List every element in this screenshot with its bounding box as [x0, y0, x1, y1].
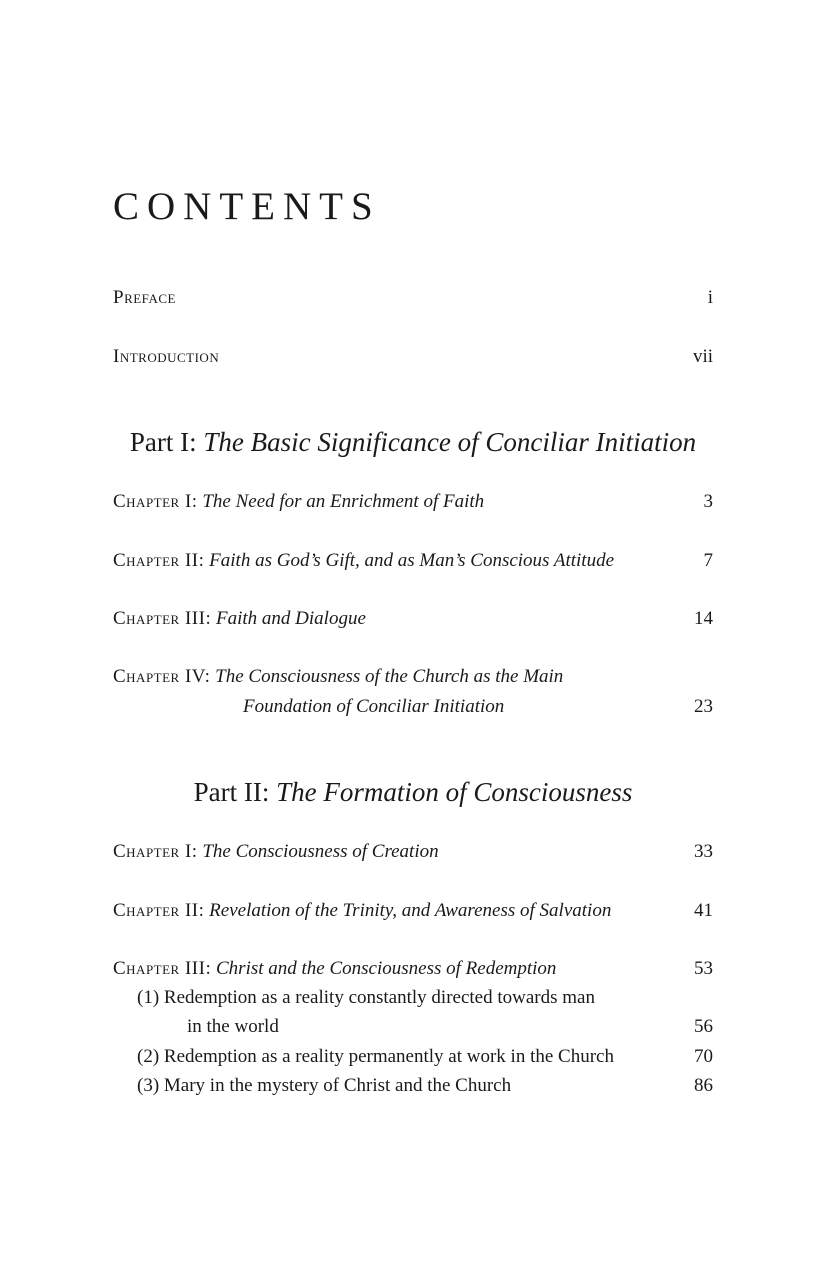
page-number: vii [692, 346, 713, 367]
page-number: 3 [703, 491, 713, 512]
page-number: 41 [694, 900, 713, 921]
chapter-label: Chapter II: [113, 550, 205, 571]
chapter-title: Faith and Dialogue [216, 608, 366, 629]
chapter-label: Chapter III: [113, 958, 212, 979]
page-title: CONTENTS [113, 185, 381, 228]
toc-entry-part2-chapter2[interactable] [113, 896, 713, 926]
page-number: 53 [694, 958, 713, 979]
chapter-title: Revelation of the Trinity, and Awareness of Salvation [209, 900, 612, 921]
section-text: (2) Redemption as a reality permanently at work in the Church [137, 1046, 614, 1067]
chapter-title: The Consciousness of the Church as the Main [215, 666, 564, 687]
entry-label: Introduction [113, 346, 220, 367]
toc-entry-preface[interactable] [113, 283, 713, 313]
part-heading-2 [113, 774, 713, 810]
section-text: (3) Mary in the mystery of Christ and the Church [137, 1075, 512, 1096]
section-text-continuation: in the world [187, 1016, 279, 1037]
toc-entry-part2-chapter1[interactable] [113, 837, 713, 867]
page-number: 56 [694, 1016, 713, 1037]
toc-entry-part1-chapter1[interactable] [113, 487, 713, 517]
part-heading-1 [113, 424, 713, 460]
part-label: Part II: [193, 777, 270, 807]
page-number: 33 [694, 841, 713, 862]
part-title: The Basic Significance of Conciliar Initiation [203, 427, 697, 457]
toc-section-1-cont[interactable] [113, 1012, 713, 1042]
toc-entry-part2-chapter3[interactable] [113, 954, 713, 984]
page-number: 14 [694, 608, 713, 629]
entry-label: Preface [113, 287, 176, 308]
toc-entry-part1-chapter4-cont[interactable] [113, 692, 713, 722]
page-number: i [707, 287, 713, 308]
chapter-label: Chapter II: [113, 900, 205, 921]
chapter-title-continuation: Foundation of Conciliar Initiation [243, 696, 505, 717]
chapter-label: Chapter IV: [113, 666, 211, 687]
part-label: Part I: [129, 427, 197, 457]
chapter-title: Christ and the Consciousness of Redemption [216, 958, 557, 979]
chapter-label: Chapter I: [113, 491, 198, 512]
toc-entry-part1-chapter3[interactable] [113, 604, 713, 634]
chapter-label: Chapter III: [113, 608, 212, 629]
page-number: 23 [694, 696, 713, 717]
toc-section-2[interactable] [113, 1042, 713, 1072]
toc-section-3[interactable] [113, 1071, 713, 1101]
page-number: 70 [694, 1046, 713, 1067]
page-number: 86 [694, 1075, 713, 1096]
toc-entry-introduction[interactable] [113, 342, 713, 372]
toc-section-1[interactable] [113, 983, 713, 1013]
chapter-title: Faith as God’s Gift, and as Man’s Conscious Attitude [209, 550, 615, 571]
toc-entry-part1-chapter4[interactable] [113, 662, 713, 692]
page-number: 7 [703, 550, 713, 571]
toc-entry-part1-chapter2[interactable] [113, 546, 713, 576]
part-title: The Formation of Consciousness [276, 777, 633, 807]
contents-page [113, 0, 713, 1275]
chapter-label: Chapter I: [113, 841, 198, 862]
chapter-title: The Need for an Enrichment of Faith [202, 491, 485, 512]
section-text: (1) Redemption as a reality constantly directed towards man [137, 987, 595, 1008]
chapter-title: The Consciousness of Creation [202, 841, 439, 862]
